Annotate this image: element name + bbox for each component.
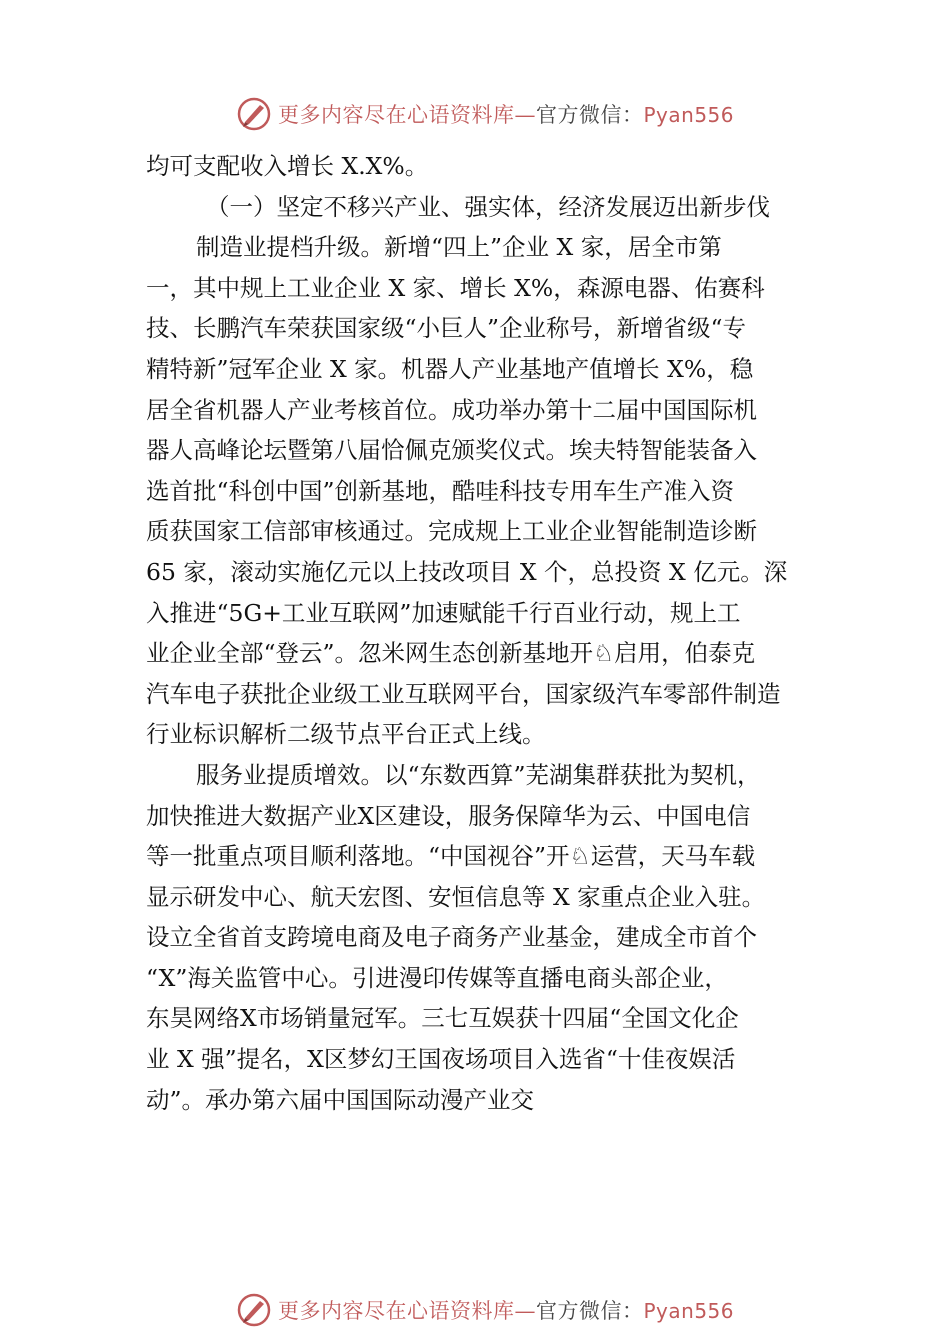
paragraph-start: 服务业提质增效。以“东数西算”芜湖集群获批为契机，: [196, 760, 761, 789]
banner-title: 更多内容尽在心语资料库: [278, 1299, 515, 1323]
text-line: 业企业全部“登云”。忽米网生态创新基地开♘启用，伯泰克: [146, 639, 756, 668]
section-heading: （一）坚定不移兴产业、强实体，经济发展迈出新步伐: [206, 192, 770, 221]
text-line: 质获国家工信部审核通过。完成规上工业企业智能制造诊断: [146, 517, 757, 546]
wechat-label: 官方微信：: [536, 103, 644, 127]
paragraph-start: 制造业提档升级。新增“四上”企业 X 家，居全市第: [196, 233, 722, 262]
text-line: 动”。承办第六届中国国际动漫产业交: [146, 1085, 535, 1114]
text-line: “X”海关监管中心。引进漫印传媒等直播电商头部企业，: [146, 963, 728, 992]
banner-title: 更多内容尽在心语资料库: [278, 103, 515, 127]
text-line: 居全省机器人产业考核首位。成功举办第十二届中国国际机: [146, 395, 757, 424]
text-line: 等一批重点项目顺利落地。“中国视谷”开♘运营，天马车载: [146, 842, 756, 871]
text-line: 业 X 强”提名，Ⅹ区梦幻王国夜场项目入选省“十佳夜娱活: [146, 1045, 736, 1074]
text-line: 东昊网络Ⅹ市场销量冠军。三七互娱获十四届“全国文化企: [146, 1004, 739, 1033]
text-line: 入推进“5G+工业互联网”加速赋能千行百业行动，规上工: [146, 598, 741, 627]
pen-circle-icon: [236, 1292, 272, 1328]
header-banner: [236, 94, 734, 134]
footer-banner: [236, 1290, 734, 1330]
banner-text: [278, 99, 734, 129]
text-line: 一，其中规上工业企业 X 家、增长 X%，森源电器、佑赛科: [146, 273, 765, 302]
text-line: 技、长鹏汽车荣获国家级“小巨人”企业称号，新增省级“专: [146, 314, 747, 343]
wechat-id: Pyan556: [643, 1299, 735, 1323]
wechat-id: Pyan556: [643, 103, 735, 127]
text-line: 汽车电子获批企业级工业互联网平台，国家级汽车零部件制造: [146, 679, 781, 708]
pen-circle-icon: [236, 96, 272, 132]
wechat-label: 官方微信：: [536, 1299, 644, 1323]
text-line: 65 家，滚动实施亿元以上技改项目 X 个，总投资 X 亿元。深: [146, 557, 788, 586]
document-body: [146, 146, 810, 1120]
banner-separator: —: [514, 103, 536, 127]
banner-text: [278, 1295, 734, 1325]
text-line: 均可支配收入增长 X.X%。: [146, 152, 429, 180]
banner-separator: —: [514, 1299, 536, 1323]
text-line: 器人高峰论坛暨第八届恰佩克颁奖仪式。埃夫特智能装备入: [146, 436, 757, 465]
text-line: 显示研发中心、航天宏图、安恒信息等 X 家重点企业入驻。: [146, 882, 766, 911]
text-line: 精特新”冠军企业 X 家。机器人产业基地产值增长 X%，稳: [146, 354, 754, 383]
text-line: 设立全省首支跨境电商及电子商务产业基金，建成全市首个: [146, 923, 757, 952]
text-line: 选首批“科创中国”创新基地，酷哇科技专用车生产准入资: [146, 476, 735, 505]
text-line: 行业标识解析二级节点平台正式上线。: [146, 720, 546, 749]
text-line: 加快推进大数据产业Ⅹ区建设，服务保障华为云、中国电信: [146, 801, 751, 830]
